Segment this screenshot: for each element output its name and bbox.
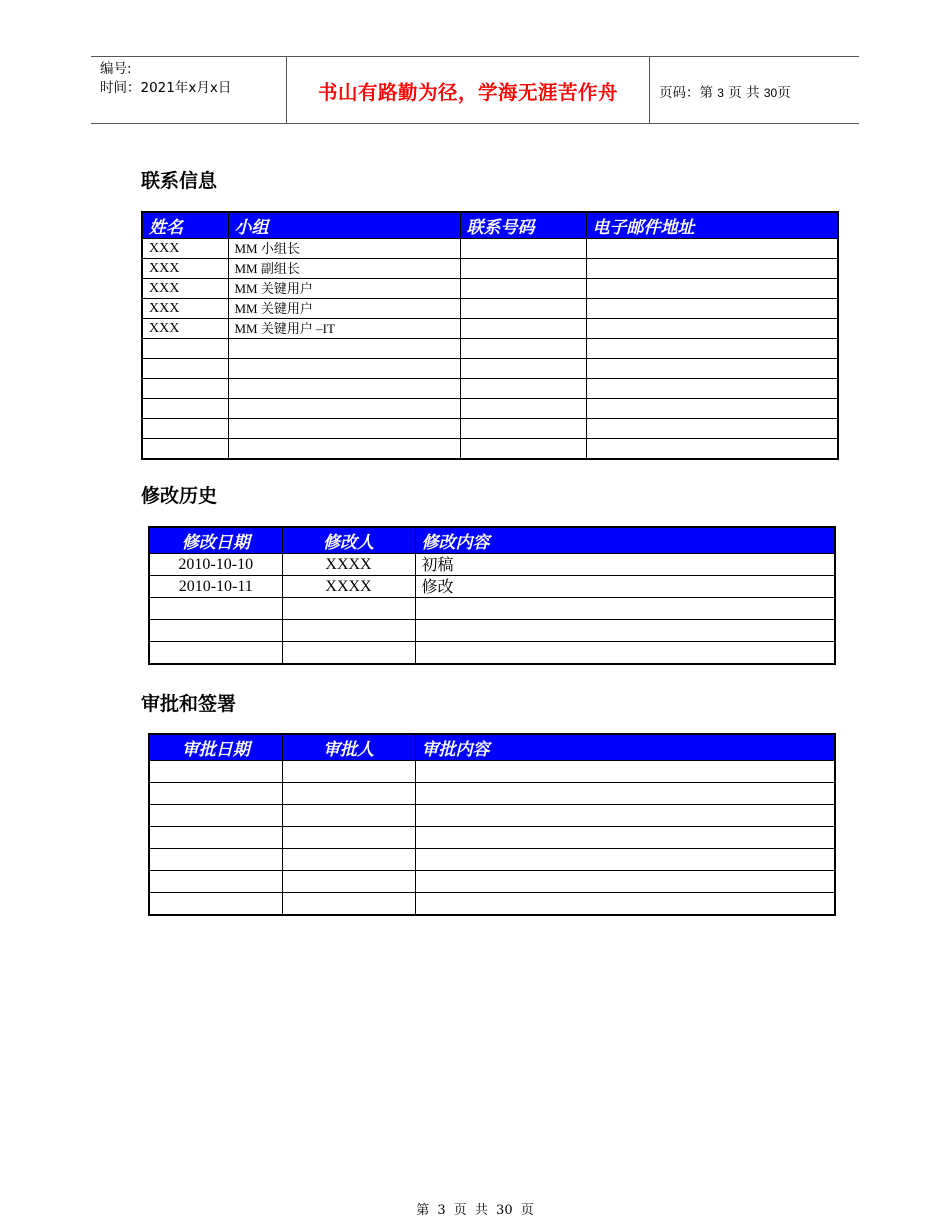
- table-cell: MM 关键用户: [228, 279, 460, 299]
- table-cell: [586, 379, 838, 399]
- table-cell: [282, 805, 415, 827]
- table-row: [142, 419, 838, 439]
- table-cell: [282, 761, 415, 783]
- table-row: [142, 399, 838, 419]
- column-header: 修改人: [282, 527, 415, 554]
- table-cell: [415, 827, 835, 849]
- doc-code-label: 编号:: [100, 61, 132, 77]
- table-row: [142, 339, 838, 359]
- table-row: [149, 893, 835, 915]
- table-row: [149, 620, 835, 642]
- table-cell: [586, 419, 838, 439]
- table-cell: [142, 339, 228, 359]
- table-cell: [415, 642, 835, 664]
- table-row: [142, 239, 838, 259]
- table-header-row: [149, 527, 835, 554]
- table-row: [142, 259, 838, 279]
- table-cell: [149, 761, 282, 783]
- table-row: [149, 554, 835, 576]
- table-cell: [460, 339, 586, 359]
- section-title-history: 修改历史: [141, 485, 218, 507]
- table-cell: [142, 399, 228, 419]
- table-cell: [586, 359, 838, 379]
- table-cell: [282, 827, 415, 849]
- table-cell: [228, 339, 460, 359]
- table-cell: XXX: [142, 279, 228, 299]
- table-cell: [282, 783, 415, 805]
- table-row: [142, 439, 838, 459]
- table-row: [149, 871, 835, 893]
- table-row: [149, 827, 835, 849]
- contacts-table: [141, 211, 839, 460]
- table-cell: [460, 259, 586, 279]
- table-row: [149, 761, 835, 783]
- table-row: [149, 805, 835, 827]
- table-cell: [460, 319, 586, 339]
- table-cell: [460, 279, 586, 299]
- table-cell: MM 关键用户: [228, 299, 460, 319]
- page-footer: 第 3 页 共 30 页: [416, 1203, 534, 1218]
- table-cell: [149, 871, 282, 893]
- table-row: [149, 849, 835, 871]
- table-cell: 2010-10-10: [149, 554, 282, 576]
- table-row: [149, 783, 835, 805]
- column-header: 联系号码: [460, 212, 586, 239]
- table-row: [142, 319, 838, 339]
- table-cell: [586, 399, 838, 419]
- table-cell: [228, 419, 460, 439]
- column-header: 修改内容: [415, 527, 835, 554]
- table-cell: [228, 439, 460, 459]
- table-row: [149, 598, 835, 620]
- table-cell: [142, 359, 228, 379]
- header-page-number: 页码：第 3 页 共 30页: [659, 85, 791, 101]
- section-title-contacts: 联系信息: [141, 170, 218, 192]
- table-cell: [415, 849, 835, 871]
- table-cell: [149, 598, 282, 620]
- table-cell: [142, 419, 228, 439]
- doc-time-label: 时间：2021年x月x日: [100, 80, 232, 96]
- table-row: [149, 642, 835, 664]
- table-row: [142, 379, 838, 399]
- table-cell: XXXX: [282, 576, 415, 598]
- history-table: [148, 526, 836, 665]
- table-cell: [282, 893, 415, 915]
- table-cell: [228, 359, 460, 379]
- table-cell: [460, 239, 586, 259]
- table-cell: [282, 871, 415, 893]
- table-cell: [149, 893, 282, 915]
- table-cell: [415, 620, 835, 642]
- table-cell: [415, 783, 835, 805]
- table-cell: [586, 239, 838, 259]
- table-cell: [228, 379, 460, 399]
- table-header-row: [142, 212, 838, 239]
- table-cell: [586, 439, 838, 459]
- table-row: [149, 576, 835, 598]
- table-cell: [282, 620, 415, 642]
- table-cell: [460, 359, 586, 379]
- section-title-approval: 审批和签署: [141, 693, 237, 715]
- table-cell: [149, 620, 282, 642]
- table-cell: [460, 399, 586, 419]
- table-cell: [586, 339, 838, 359]
- table-cell: XXX: [142, 259, 228, 279]
- column-header: 电子邮件地址: [586, 212, 838, 239]
- approval-table: [148, 733, 836, 916]
- table-cell: [282, 642, 415, 664]
- table-cell: [586, 319, 838, 339]
- table-cell: 初稿: [415, 554, 835, 576]
- column-header: 审批内容: [415, 734, 835, 761]
- table-cell: [460, 379, 586, 399]
- table-cell: [149, 805, 282, 827]
- table-cell: [415, 805, 835, 827]
- table-cell: XXX: [142, 239, 228, 259]
- table-cell: MM 副组长: [228, 259, 460, 279]
- table-row: [142, 279, 838, 299]
- column-header: 姓名: [142, 212, 228, 239]
- table-row: [142, 359, 838, 379]
- table-cell: [415, 598, 835, 620]
- header-motto: 书山有路勤为径，学海无涯苦作舟: [317, 81, 618, 104]
- table-cell: XXXX: [282, 554, 415, 576]
- table-cell: [415, 893, 835, 915]
- column-header: 小组: [228, 212, 460, 239]
- table-row: [142, 299, 838, 319]
- table-cell: 修改: [415, 576, 835, 598]
- table-cell: MM 关键用户 –IT: [228, 319, 460, 339]
- table-cell: 2010-10-11: [149, 576, 282, 598]
- header-divider: [649, 57, 650, 123]
- page-header: [91, 56, 859, 124]
- column-header: 审批日期: [149, 734, 282, 761]
- table-cell: [586, 279, 838, 299]
- table-cell: [586, 259, 838, 279]
- header-meta: [100, 60, 231, 98]
- table-cell: [149, 783, 282, 805]
- table-cell: XXX: [142, 299, 228, 319]
- table-cell: [460, 419, 586, 439]
- table-header-row: [149, 734, 835, 761]
- column-header: 修改日期: [149, 527, 282, 554]
- table-cell: [460, 439, 586, 459]
- table-cell: [282, 849, 415, 871]
- table-cell: [460, 299, 586, 319]
- table-cell: [149, 642, 282, 664]
- table-cell: [228, 399, 460, 419]
- table-cell: XXX: [142, 319, 228, 339]
- table-cell: [282, 598, 415, 620]
- table-cell: [142, 439, 228, 459]
- column-header: 审批人: [282, 734, 415, 761]
- table-cell: [586, 299, 838, 319]
- table-cell: [142, 379, 228, 399]
- table-cell: [149, 827, 282, 849]
- table-cell: MM 小组长: [228, 239, 460, 259]
- table-cell: [415, 761, 835, 783]
- table-cell: [149, 849, 282, 871]
- table-cell: [415, 871, 835, 893]
